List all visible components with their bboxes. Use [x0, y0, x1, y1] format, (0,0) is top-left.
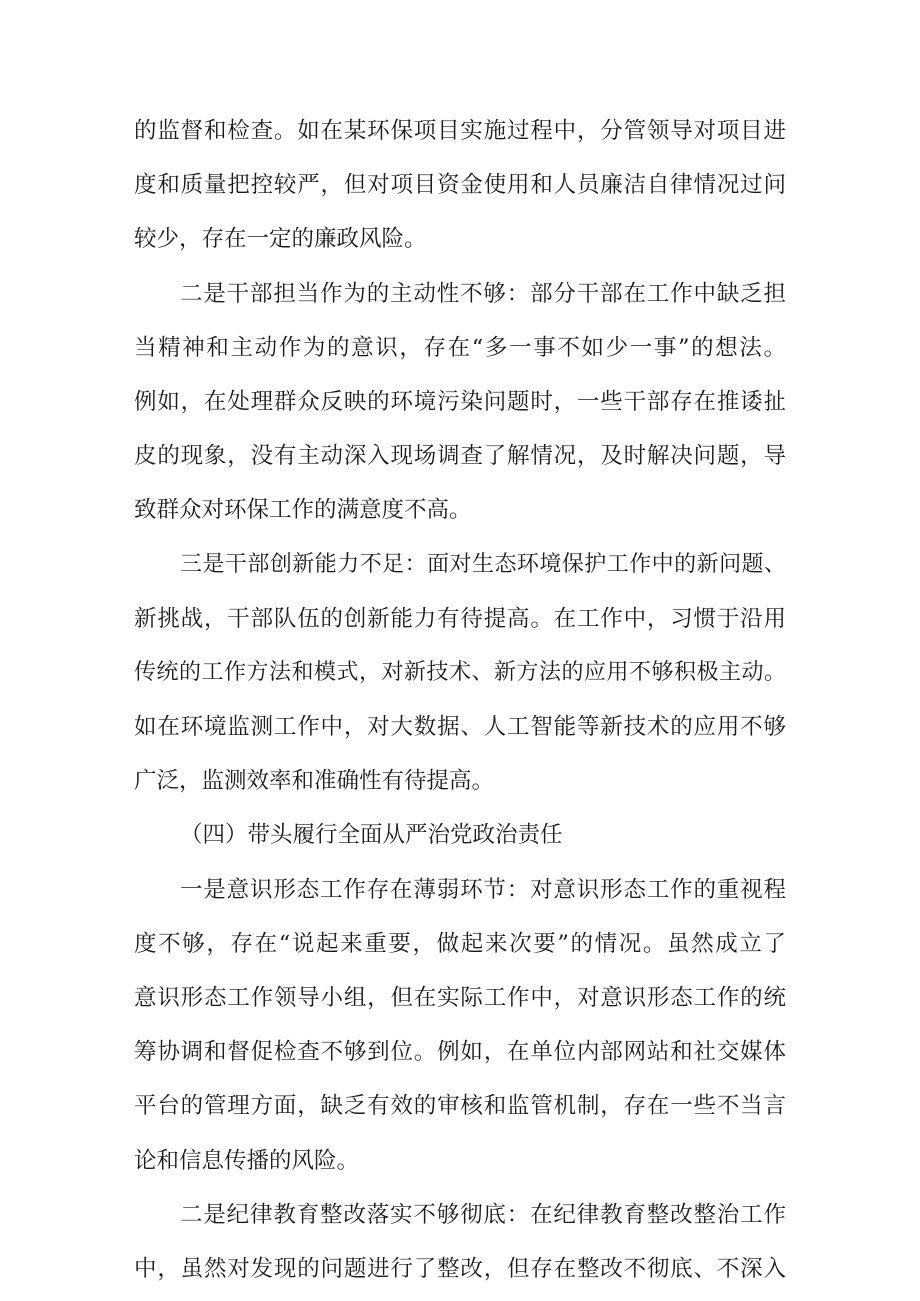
text-line: 广泛，监测效率和准确性有待提高。 [134, 768, 495, 795]
text-line: 意识形态工作领导小组，但在实际工作中，对意识形态工作的统 [134, 985, 786, 1011]
text-line: 传统的工作方法和模式，对新技术、新方法的应用不够积极主动。 [134, 659, 786, 685]
text-line: 的监督和检查。如在某环保项目实施过程中，分管领导对项目进 [134, 118, 786, 144]
text-line: 如在环境监测工作中，对大数据、人工智能等新技术的应用不够 [134, 714, 786, 741]
section-heading: （四）带头履行全面从严治党政治责任 [180, 822, 563, 849]
text-line: 二是纪律教育整改落实不够彻底：在纪律教育整改整治工作 [180, 1201, 786, 1228]
text-line: 筹协调和督促检查不够到位。例如，在单位内部网站和社交媒体 [134, 1039, 786, 1066]
text-line: 三是干部创新能力不足：面对生态环境保护工作中的新问题、 [180, 551, 786, 577]
text-line: 度和质量把控较严，但对项目资金使用和人员廉洁自律情况过问 [134, 172, 786, 199]
text-line: 新挑战，干部队伍的创新能力有待提高。在工作中，习惯于沿用 [134, 605, 786, 632]
text-line: 论和信息传播的风险。 [134, 1147, 360, 1174]
text-line: 一是意识形态工作存在薄弱环节：对意识形态工作的重视程 [180, 876, 786, 903]
text-line: 二是干部担当作为的主动性不够：部分干部在工作中缺乏担 [180, 280, 786, 307]
text-line: 当精神和主动作为的意识，存在“多一事不如少一事”的想法。 [134, 334, 786, 361]
text-line: 平台的管理方面，缺乏有效的审核和监管机制，存在一些不当言 [134, 1093, 786, 1120]
text-line: 中，虽然对发现的问题进行了整改，但存在整改不彻底、不深入 [134, 1255, 786, 1282]
text-line: 致群众对环保工作的满意度不高。 [134, 497, 472, 524]
text-line: 度不够，存在“说起来重要，做起来次要”的情况。虽然成立了 [134, 930, 786, 957]
text-line: 例如，在处理群众反映的环境污染问题时，一些干部存在推诿扯 [134, 388, 786, 415]
document-body [134, 104, 786, 1296]
text-line: 皮的现象，没有主动深入现场调查了解情况，及时解决问题，导 [134, 443, 786, 470]
text-line: 较少，存在一定的廉政风险。 [134, 226, 427, 253]
